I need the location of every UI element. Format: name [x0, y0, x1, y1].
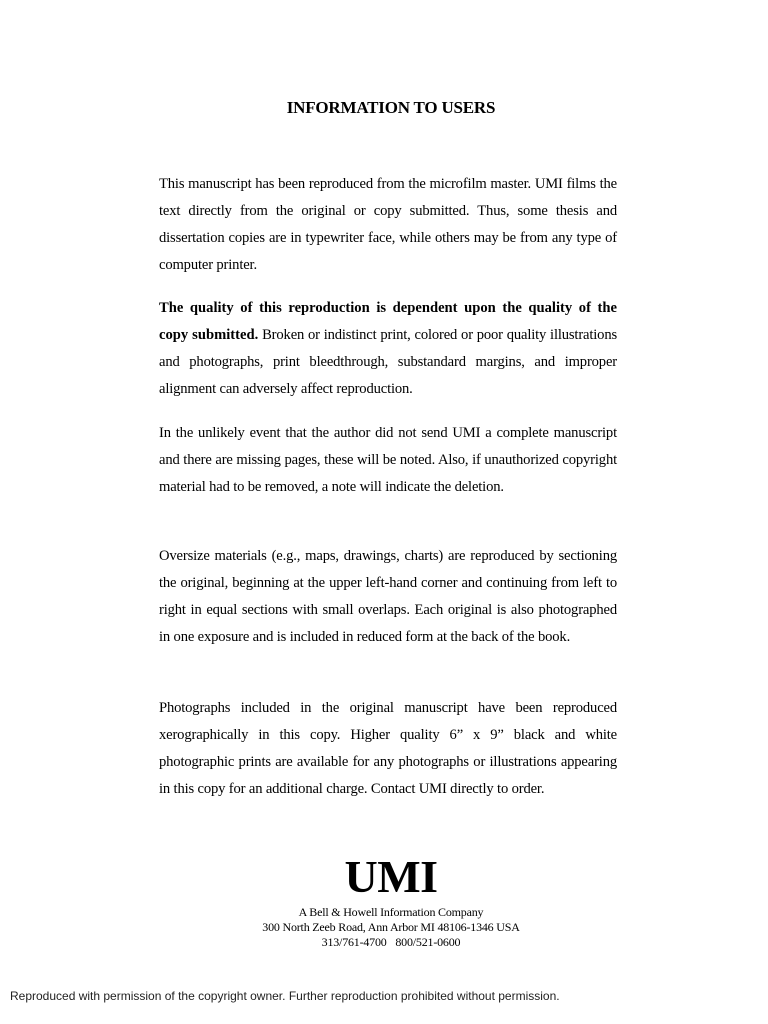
company-address: 300 North Zeeb Road, Ann Arbor MI 48106-1346 USA — [262, 920, 520, 934]
paragraph-oversize-materials — [159, 543, 617, 651]
paragraph-photographs — [159, 695, 617, 803]
company-phones: 313/761-4700 800/521-0600 — [321, 935, 461, 949]
paragraph-text: This manuscript has been reproduced from the microfilm master. UMI films the text directly from the original or copy submitted. Thus, some thesis and dissertation copies are in typewriter face, while others may be from any type of computer printer. — [159, 176, 617, 273]
company-name: A Bell & Howell Information Company — [298, 905, 484, 919]
paragraph-text: In the unlikely event that the author did not send UMI a complete manuscript and there are missing pages, these will be noted. Also, if unauthorized copyright material had to be removed, a note will indicate the deletion. — [159, 425, 617, 495]
paragraph-reproduction-source — [159, 171, 617, 279]
paragraph-text: Broken or indistinct print, colored or poor quality illustrations and photographs, print bleedthrough, substandard margins, and improper alignment can adversely affect reproduction. — [159, 327, 618, 397]
paragraph-text: Oversize materials (e.g., maps, drawings, charts) are reproduced by sectioning the original, beginning at the upper left-hand corner and continuing from left to right in equal sections with small overlaps. Each original is also photographed in one exposure and is included in reduced form at the back of the book. — [159, 548, 617, 645]
paragraph-text: Photographs included in the original manuscript have been reproduced xerographically in this copy. Higher quality 6” x 9” black and white photographic prints are available for any photographs or illustrations appearing in this copy for an additional charge. Contact UMI directly to order. — [159, 700, 617, 797]
copyright-footer-notice: Reproduced with permission of the copyright owner. Further reproduction prohibited without permission. — [10, 989, 560, 1003]
paragraph-quality-notice — [159, 295, 617, 403]
umi-logo: UMI — [344, 851, 438, 902]
paragraph-missing-pages — [159, 420, 617, 501]
document-title: INFORMATION TO USERS — [286, 98, 496, 117]
paragraph-bold-lead: The quality of this reproduction is dependent upon the quality of the copy submitted. — [159, 300, 617, 343]
